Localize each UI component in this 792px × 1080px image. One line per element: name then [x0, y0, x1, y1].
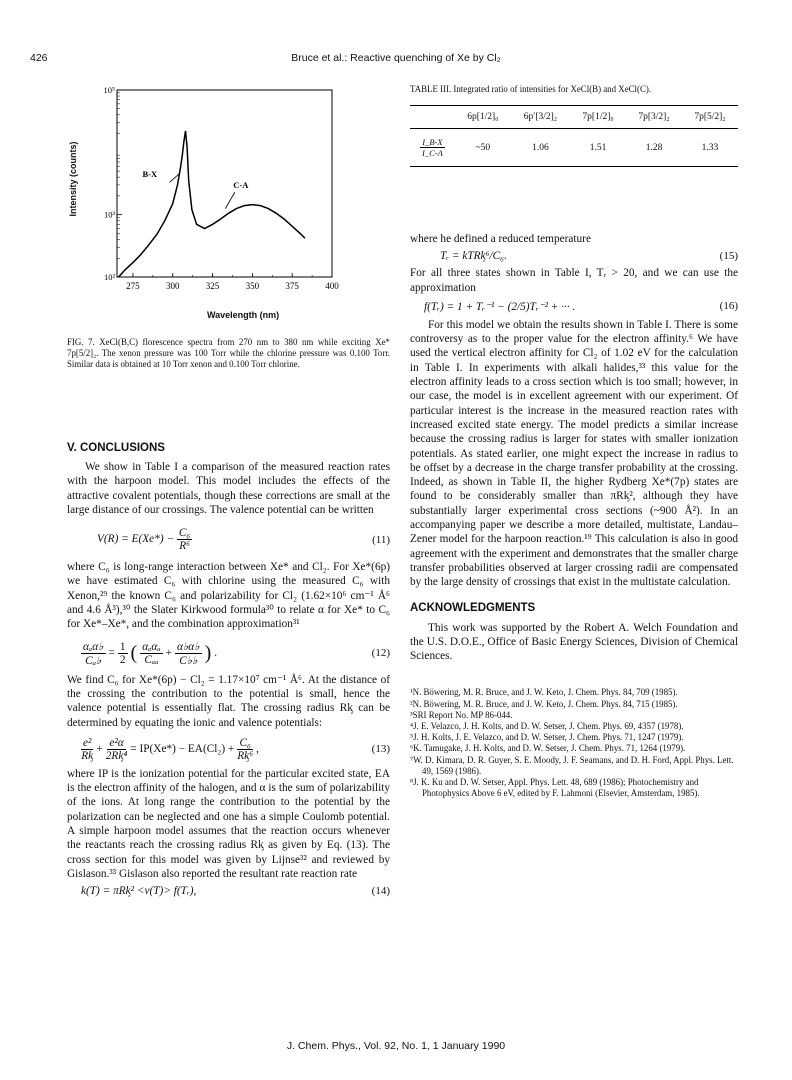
reference-item: ³SRI Report No. MP 86-044.: [410, 709, 513, 720]
conclusions-paragraph-4: where IP is the ionization potential for the particular excited state, EA is the electron affinity of the halogen, and α is the sum of polarizability of the ions. At long range the contribution to the potential by the polarization can be neglected and one has a simple Coulomb potential. A simple harpoon model assumes that the reaction occurs whenever the reactants reach the crossing radius Rᶄ as given by Eq. (13). The cross section for this model was given by Lijnse³² and reviewed by Gislason.³³ Gislason also reported the resultant rate reaction rate: [67, 767, 390, 880]
x-tick-label: 325: [205, 281, 220, 291]
eq14-body: k(T) = πRᶄ² <v(T)> f(Tᵣ),: [81, 885, 197, 898]
eq13-c-den: Rᶄ⁶: [237, 749, 254, 762]
row-label-num: I_B-X: [422, 137, 443, 148]
eq12-t1-num: αₐαₐ: [142, 640, 161, 653]
eq12-t2-den: C♭♭: [179, 654, 198, 667]
row-label: [410, 129, 455, 167]
journal-footer: J. Chem. Phys., Vol. 92, No. 1, 1 January 1990: [286, 1040, 506, 1052]
equation-12: $\frac{\text{αₐα♭}}{\text{Cₐ♭}}$ = $\frac{1}{2}$ ( $\frac{\text{αₐαₐ}}{\text{Cₐₐ}}$ + $\frac{\alpha♭\alpha♭}{C♭♭}$ ) . (12): [83, 640, 390, 667]
annotation-c-a: C-A: [233, 179, 249, 190]
eq12-lhs-den: Cₐ♭: [85, 654, 102, 667]
x-tick-label: 375: [285, 281, 299, 291]
running-title: Bruce et al.: Reactive quenching of Xe by Cl₂: [291, 52, 501, 64]
eq13-b-den: 2Rᶄ⁴: [105, 749, 128, 762]
eq12-number: (12): [371, 647, 390, 660]
eq14-number: (14): [371, 885, 390, 898]
reference-item: ²N. Böwering, M. R. Bruce, and J. W. Keto, J. Chem. Phys. 84, 715 (1985).: [410, 698, 678, 709]
right-paragraph-2: For all three states shown in Table I, Tᵣ > 20, and we can use the approximation: [410, 267, 738, 294]
figure: [67, 82, 390, 332]
conclusions-paragraph-1: We show in Table I a comparison of the measured reaction rates with the harpoon model. This model includes the effects of the attractive covalent potentials, though these corrections are small at the large distance of our crossings. The valence potential can be written: [67, 461, 390, 516]
eq13-a-num: e²: [83, 736, 92, 749]
eq11-num: C₆: [178, 527, 191, 540]
table-header-cell: 6p′[3/2]₂: [511, 106, 570, 129]
annotation-b-x: B-X: [142, 169, 158, 180]
eq12-half-num: 1: [119, 640, 126, 653]
x-tick-label: 275: [126, 281, 140, 291]
equation-15: [410, 250, 738, 262]
x-tick-label: 400: [325, 281, 339, 291]
reference-item: ⁷W. D. Kimara, D. R. Guyer, S. E. Moody, J. F. Seamans, and D. H. Ford, Appl. Phys. Lett. 49, 1569 (1986).: [410, 754, 734, 776]
acknowledgments-text: This work was supported by the Robert A. Welch Foundation and the U.S. D.O.E., Office of Basic Energy Sciences, Division of Chemical Sciences.: [410, 621, 738, 663]
table-header-cell: 7p[3/2]₂: [626, 106, 682, 129]
figure-caption: FIG. 7. XeCl(B,C) florescence spectra from 270 nm to 380 nm while exciting Xe* 7p[5/2]₂. The xenon pressure was 100 Torr while the chlorine pressure was 0.100 Torr. Similar data is obtained at 10 Torr xenon and 0.100 Torr chlorine.: [67, 337, 390, 370]
eq12-half-den: 2: [119, 653, 126, 666]
eq11-lhs: V(R) = E(Xe*) −: [97, 533, 175, 546]
reference-item: ⁸J. K. Ku and D. W. Setser, Appl. Phys. Lett. 48, 689 (1986); Photochemistry and Photophysics Above 6 eV, edited by F. Lahmoni (Elsevier, Amsterdam, 1985).: [410, 777, 700, 799]
eq12-equals: =: [108, 647, 115, 660]
reference-item: ⁴J. E. Velazco, J. H. Kolts, and D. W. Setser, J. Chem. Phys. 69, 4357 (1978).: [410, 721, 684, 732]
right-column-text: [410, 232, 738, 799]
eq12-t1-den: Cₐₐ: [144, 653, 159, 666]
y-axis-label: Intensity (counts): [68, 141, 78, 217]
reference-item: ⁵J. H. Kolts, J. E. Velazco, and D. W. Setser, J. Chem. Phys. 71, 1247 (1979).: [410, 732, 684, 743]
spectrum-line: [119, 131, 305, 277]
eq13-c-num: C₆: [239, 736, 251, 749]
right-paragraph-1: where he defined a reduced temperature: [410, 233, 591, 245]
plot-frame: [117, 90, 332, 277]
eq16-number: (16): [719, 300, 738, 313]
reference-item: ¹N. Böwering, M. R. Bruce, and J. W. Keto, J. Chem. Phys. 84, 709 (1985).: [410, 687, 678, 698]
eq16-body: f(Tᵣ) = 1 + Tᵣ⁻¹ − (2/5)Tᵣ⁻² + ··· .: [424, 300, 576, 313]
eq13-middle: = IP(Xe*) − EA(Cl₂) +: [130, 743, 235, 756]
table-header-cell: 7p[1/2]₀: [570, 106, 626, 129]
eq12-plus: +: [165, 647, 173, 660]
equation-11: [67, 527, 390, 552]
annotation-c-a-arrow: [225, 192, 235, 209]
equation-13: $\frac{\text{e²}}{\text{Rᶄ}}$ + $\frac{\text{e²α}}{\text{2Rᶄ⁴}}$ = IP(Xe*) − EA(Cl₂) + $\frac{\text{C₆}}{\text{Rᶄ⁶}}$ , (13): [81, 736, 390, 762]
eq13-b-num: e²α: [109, 736, 124, 749]
table-cell: 1.51: [570, 129, 626, 167]
reference-item: ⁶K. Tamugake, J. H. Kolts, and D. W. Setser, J. Chem. Phys. 71, 1264 (1979).: [410, 743, 686, 754]
table-cell: ~50: [455, 129, 511, 167]
table-header-cell: 7p[5/2]₂: [682, 106, 738, 129]
left-column: [67, 442, 390, 897]
table-caption: TABLE III. Integrated ratio of intensities for XeCl(B) and XeCl(C).: [410, 84, 652, 94]
x-axis-label: Wavelength (nm): [207, 310, 280, 320]
table-row: [410, 129, 738, 167]
table-cell: 1.33: [682, 129, 738, 167]
table-header-cell: 6p[1/2]₀: [455, 106, 511, 129]
table-header-row: [410, 106, 738, 129]
section-title-acknowledgments: ACKNOWLEDGMENTS: [410, 601, 536, 614]
conclusions-paragraph-3: We find C₆ for Xe*(6p) − Cl₂ = 1.17×10⁷ cm⁻¹ Å⁶. At the distance of the crossing the contribution to the potential is small, hence the valence potential is essentially flat. The crossing radius Rᶄ can be determined by equating the ionic and valence potentials:: [67, 673, 390, 729]
right-paragraph-3: For this model we obtain the results shown in Table I. There is some controversy as to the proper value for the electron affinity.⁶ We have used the vertical electron affinity for Cl₂ of 1.02 eV for the calculation in Table I. In experiments with alkali halides,³³ this value for the electron affinity leads to a cross section which is too small; however, in our case, the model is in excellent agreement with our experiment. Of particular interest is the increase in the measured reaction rates with increased excited state energy. The model predicts a similar increase because the crossing radius is larger for states with smaller ionization potentials. As stated earlier, one might expect the increase in radius to be offset by a decrease in the charge transfer probability at the crossing. Indeed, as shown in Table II, the higher Rydberg Xe*(7p) states are found to be considerably smaller than πRᶄ², although they have substantially larger experimental cross sections (~900 Å²). In an accompanying paper we describe a more detailed, multistate, Landau–Zener model for the harpoon reaction.¹⁹ This calculation is also in good agreement with the experiment and demonstrates that the smaller charge transfer probabilities observed at larger crossing radii are compensated by the large density of crossings that exist in the multistate calculation.: [410, 318, 738, 589]
eq13-a-den: Rᶄ: [81, 749, 94, 762]
y-tick-label: 10³: [103, 209, 115, 220]
eq15-body: Tᵣ = kTRᶄ⁶/C₆.: [440, 250, 507, 263]
conclusions-paragraph-2: where C₆ is long-range interaction between Xe* and Cl₂. For Xe*(6p) we have estimated C₆ with chlorine using the measured C₆ with Xenon,²⁹ the known C₆ and polarizability for Cl₂ (1.62×10⁶ cm⁻¹ Å⁶ and 4.6 Å³),³⁰ the Slater Kirkwood formula³⁰ to relate α for Xe* to C₆ for Xe*–Xe*, and the combination approximation³¹: [67, 561, 390, 631]
right-column: [410, 84, 738, 167]
spectrum-chart: [67, 82, 390, 332]
row-label-den: I_C-A: [422, 148, 443, 159]
equation-14: [67, 885, 390, 897]
eq11-den: R⁶: [179, 540, 191, 553]
table-header-cell: [410, 106, 455, 129]
table-cell: 1.28: [626, 129, 682, 167]
x-tick-label: 350: [245, 281, 260, 291]
eq12-lhs-num: αₐα♭: [83, 640, 104, 653]
eq12-t2-num: α♭α♭: [177, 640, 200, 653]
section-title-conclusions: V. CONCLUSIONS: [67, 442, 165, 454]
references-list: [410, 687, 738, 799]
equation-16: [410, 300, 738, 313]
eq13-number: (13): [371, 743, 390, 756]
y-tick-label: 10⁵: [103, 85, 115, 95]
x-tick-label: 300: [165, 281, 180, 291]
eq11-number: (11): [372, 533, 390, 546]
table-cell: 1.06: [511, 129, 570, 167]
table-iii: [410, 105, 738, 167]
page-number: 426: [30, 52, 48, 64]
y-tick-label: 10²: [103, 272, 115, 282]
eq15-number: (15): [719, 250, 738, 263]
